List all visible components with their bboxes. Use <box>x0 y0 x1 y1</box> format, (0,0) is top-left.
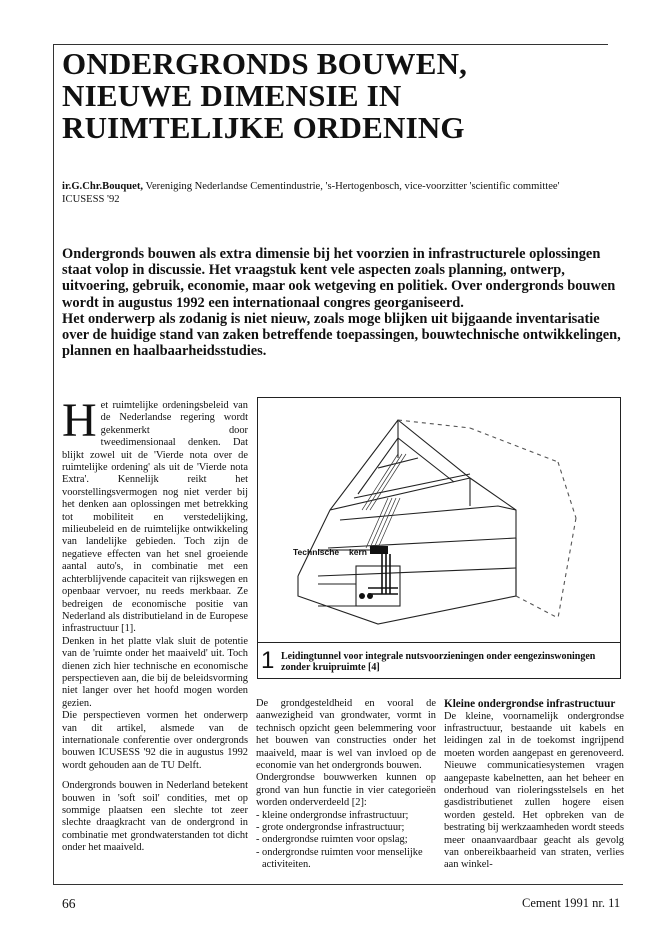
list-item: - kleine ondergrondse infrastructuur; <box>256 809 409 821</box>
body-paragraph: Ondergrondse bouwwerken kunnen op grond van hun functie in vier categorieën worden onderverdeeld [2]: <box>256 772 436 809</box>
body-paragraph <box>62 394 248 636</box>
title-line: NIEUWE DIMENSIE IN <box>62 78 402 113</box>
body-paragraph: De grondgesteldheid en vooral de aanwezigheid van grondwater, vormt in technisch opzicht geen belemmering voor het bouwen van constructies onder het maaiveld, maar is wel van invloed op de economie van het ondergronds bouwen. <box>256 698 436 772</box>
figure-1 <box>257 397 621 679</box>
body-paragraph: De kleine, voornamelijk ondergrondse infrastructuur, bestaande uit kabels en leidingen zal in de toekomst ingrijpend moeten worden aangepast en gerenoveerd. Nieuwe communicatiesystemen vragen aangepaste kabelnetten, aan het beheer en onderhoud van rioleringsstelsels en het gasdistributienet zullen hogere eisen worden gesteld. Het opbreken van de bestrating bij werkzaamheden wordt steeds meer onaanvaardbaar geacht als gevolg van onbereikbaarheid van straten, verlies aan winkel- <box>444 710 624 871</box>
section-heading: Kleine ondergrondse infrastructuur <box>444 698 616 710</box>
issue-label: Cement 1991 nr. 11 <box>522 896 621 910</box>
lead-paragraph: Ondergronds bouwen als extra dimensie bij het voorzien in infrastructurele oplossingen staat volop in discussie. Het vraagstuk kent vele aspecten zoals planning, ontwerp, uitvoering, gebruik, economie, maar ook wetgeving en politiek. Over ondergronds bouwen wordt in augustus 1992 een internationaal congres georganiseerd. <box>62 246 616 311</box>
body-column-3 <box>444 698 624 872</box>
tunnel-illustration <box>258 398 620 642</box>
bottom-rule <box>53 884 623 885</box>
list-item: - ondergrondse ruimten voor menselijke activiteiten. <box>256 846 423 871</box>
body-paragraph: Die perspectieven vormen het onderwerp van dit artikel, alsmede van de internationale conferentie over ondergronds bouwen ICUSESS '92 die in augustus 1992 wordt gehouden aan de TU Delft. <box>62 710 248 771</box>
drop-cap: H <box>62 394 97 447</box>
body-text: et ruimtelijke ordeningsbeleid van de Nederlandse regering wordt gekenmerkt door tweedimensionaal denken. Dat blijkt zowel uit de 'Vierde nota over de ruimtelijke ordening' als uit de 'Vierde nota Extra'. Kennelijk reikt het voorstellingsvermogen nog niet verder bij het denken aan oplossingen met betrekking tot mobiliteit en verstedelijking, milieubeleid en de ruimtelijke ontwikkeling van landelijke gebieden. Toch zijn de negatieve effecten van het snel groeiende aantal auto's, in combinatie met een achterblijvende capaciteit van rijkswegen en openbaar vervoer, nu reeds merkbaar. Ze bedreigen de economische positie van Nederland als distributieland in de Europese infrastructuur [1]. <box>62 400 248 635</box>
author-line <box>62 180 602 206</box>
body-paragraph: Ondergronds bouwen in Nederland betekent bouwen in 'soft soil' condities, met op sommige plaatsen een slechte tot zeer slechte draagkracht van de ondergrond in combinatie met grondwaterstanden tot dicht onder het maaiveld. <box>62 780 248 854</box>
figure-number: 1 <box>261 647 275 674</box>
figure-label-kern: kern <box>349 547 367 557</box>
list-item: - ondergrondse ruimten voor opslag; <box>256 834 408 846</box>
article-title <box>62 48 607 144</box>
list-item: - grote ondergrondse infrastructuur; <box>256 822 405 834</box>
page-number: 66 <box>62 896 76 911</box>
body-column-2 <box>256 698 436 872</box>
lead-paragraph: Het onderwerp als zodanig is niet nieuw, zoals moge blijken uit bijgaande inventarisatie over de huidige stand van zaken betreffende toepassingen, bouwtechnische ontwikkelingen, plannen en haalbaarheidsstudies. <box>62 310 621 360</box>
lead-paragraphs <box>62 246 622 359</box>
title-line: RUIMTELIJKE ORDENING <box>62 110 465 145</box>
top-rule <box>53 44 608 45</box>
paragraph-gap <box>62 772 248 780</box>
left-rule <box>53 44 54 884</box>
body-column-1 <box>62 394 248 855</box>
figure-label-technische: Technische <box>293 547 340 557</box>
author-name: ir.G.Chr.Bouquet, <box>62 181 144 192</box>
author-affiliation: Vereniging Nederlandse Cementindustrie, 's-Hertogenbosch, vice-voorzitter 'scientific committee' ICUSESS '92 <box>62 181 560 205</box>
body-paragraph: Denken in het platte vlak sluit de potentie van de 'ruimte onder het maaiveld' uit. Toch dienen zich hier technische en economische perspectieven aan, die bij de beleidsvorming niet langer over het hoofd mogen worden gezien. <box>62 635 248 709</box>
figure-caption: Leidingtunnel voor integrale nutsvoorzieningen onder eengezinswoningen zonder kruipruimte [4] <box>281 651 596 673</box>
title-line: ONDERGRONDS BOUWEN, <box>62 46 468 81</box>
